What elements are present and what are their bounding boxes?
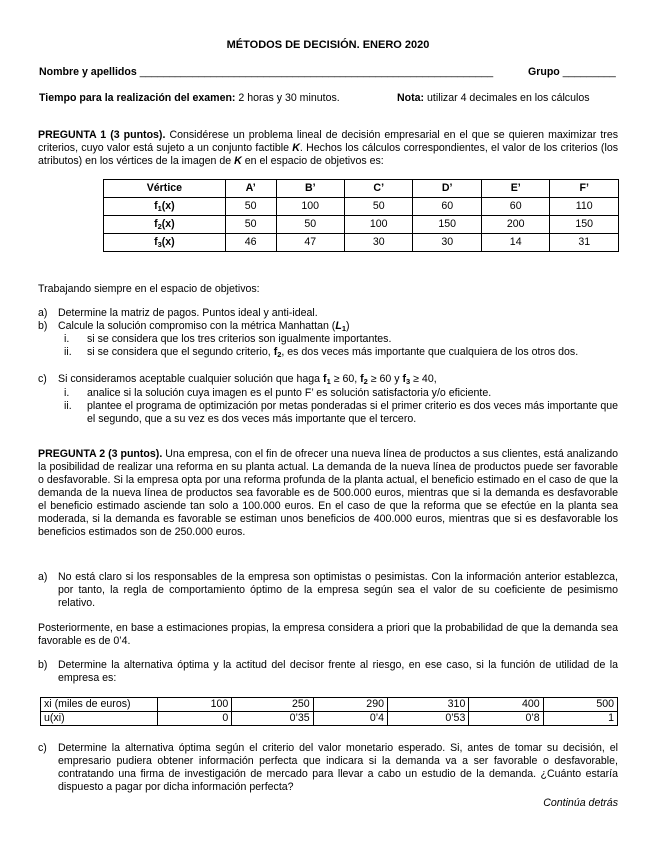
table-header-cell: E’ bbox=[481, 180, 549, 198]
q1-intro bbox=[38, 129, 618, 168]
table-header-cell: A’ bbox=[225, 180, 276, 198]
table-header-cell: F’ bbox=[550, 180, 619, 198]
table-row bbox=[104, 216, 619, 234]
table-cell: 31 bbox=[550, 234, 619, 252]
group-row bbox=[528, 66, 616, 79]
item-label: ii. bbox=[64, 346, 72, 358]
item-text: Determine la matriz de pagos. Puntos ideal y anti-ideal. bbox=[58, 307, 318, 319]
q2-intro-text: Una empresa, con el fin de ofrecer una nueva línea de productos a sus clientes, está analizando la posibilidad de realizar una reforma en su planta actual. La demanda de la nueva línea de productos puede ser favorable o desfavorable. Si la empresa opta por una reforma profunda de la planta actual, el beneficio estimado en el caso de que la demanda de la nueva línea de productos sea favorable es de 500.000 euros, mientras que si la demanda es desfavorable el beneficio estimado asciende tan solo a 100.000 euros. En el caso de que la reforma que se efectúe en la planta sea moderada, si la demanda es favorable se estiman unos beneficios de 400.000 euros, mientras que si es desfavorable los beneficios estimados son de 250.000 euros. bbox=[38, 448, 618, 538]
table-cell: 47 bbox=[276, 234, 344, 252]
table-row bbox=[104, 234, 619, 252]
continue-note: Continúa detrás bbox=[543, 797, 618, 809]
table-cell: 200 bbox=[481, 216, 549, 234]
table-cell: 150 bbox=[550, 216, 619, 234]
item-text: plantee el programa de optimización por metas ponderadas si el primer criterio es dos veces más importante que el segundo, que a su vez es dos veces más importante que el tercero. bbox=[87, 400, 618, 425]
table-cell: 400 bbox=[469, 698, 543, 712]
table-cell: 50 bbox=[344, 198, 412, 216]
item-label: c) bbox=[38, 373, 47, 385]
item-label: a) bbox=[38, 571, 48, 583]
exam-title: MÉTODOS DE DECISIÓN. ENERO 2020 bbox=[226, 39, 430, 51]
table-cell: 30 bbox=[344, 234, 412, 252]
item-label: c) bbox=[38, 742, 47, 754]
table-cell: 0’8 bbox=[469, 712, 543, 726]
table-cell: 1 bbox=[543, 712, 617, 726]
table-cell: 100 bbox=[276, 198, 344, 216]
name-label: Nombre y apellidos bbox=[39, 66, 137, 78]
time-value: 2 horas y 30 minutos. bbox=[238, 92, 340, 104]
table-cell: 0’4 bbox=[313, 712, 387, 726]
q1-set-k: K bbox=[292, 142, 300, 154]
table-cell: 50 bbox=[225, 216, 276, 234]
item-label: a) bbox=[38, 307, 48, 319]
table-cell: 310 bbox=[387, 698, 468, 712]
name-row bbox=[39, 66, 493, 79]
q1-intro-text-a: Considérese un problema lineal de decisión empresarial en el que se quieren maximizar tres criterios, cuyo valor está sujeto a un conjunto factible bbox=[38, 129, 619, 154]
q1-intro-text-b: . Hechos los cálculos correspondientes, el valor de los criterios (los atributos) en los vértices de la imagen de bbox=[38, 142, 619, 167]
table-header-cell: B’ bbox=[276, 180, 344, 198]
item-label: b) bbox=[38, 659, 48, 671]
item-label: b) bbox=[38, 320, 48, 332]
q2-intro bbox=[38, 448, 618, 539]
table-cell: 500 bbox=[543, 698, 617, 712]
q1-intro-text-c: en el espacio de objetivos es: bbox=[244, 155, 384, 167]
note-row bbox=[397, 92, 590, 105]
item-text: No está claro si los responsables de la empresa son optimistas o pesimistas. Con la información anterior establezca, por tanto, la regla de comportamiento óptimo de la empresa según sea el valor de su coeficiente de pesimismo relativo. bbox=[58, 571, 618, 609]
table-cell: 0’35 bbox=[232, 712, 313, 726]
row-label-f1: $f_1(x)$ bbox=[104, 198, 226, 216]
group-label: Grupo bbox=[528, 66, 560, 78]
note-value: utilizar 4 decimales en los cálculos bbox=[427, 92, 590, 104]
q1-payoff-table bbox=[103, 179, 619, 252]
table-cell: 50 bbox=[276, 216, 344, 234]
table-header-cell: Vértice bbox=[104, 180, 226, 198]
group-line[interactable]: _________ bbox=[562, 66, 616, 78]
table-row-label: xi (miles de euros) bbox=[41, 698, 158, 712]
item-text: si se considera que los tres criterios son igualmente importantes. bbox=[87, 333, 392, 345]
note-label: Nota: bbox=[397, 92, 425, 104]
q1-set-k-2: K bbox=[234, 155, 242, 167]
item-text: Determine la alternativa óptima según el criterio del valor monetario esperado. Si, antes de tomar su decisión, el empresario pudiera obtener información perfecta que indicara si la demanda va a ser favorable o desfavorable, contratando una firma de investigación de mercado para llevar a cabo un estudio de la demanda. ¿Cuánto estaría dispuesto a pagar por dicha información perfecta? bbox=[58, 742, 618, 793]
q2-later-note: Posteriormente, en base a estimaciones propias, la empresa considera a priori que la probabilidad de que la demanda sea favorable es de 0’4. bbox=[38, 622, 618, 647]
table-cell: 150 bbox=[413, 216, 481, 234]
table-header-cell: C’ bbox=[344, 180, 412, 198]
q2-heading: PREGUNTA 2 (3 puntos). bbox=[38, 448, 163, 460]
table-cell: 46 bbox=[225, 234, 276, 252]
item-label: ii. bbox=[64, 400, 72, 412]
item-text: analice si la solución cuya imagen es el punto F’ es solución satisfactoria y/o eficiente. bbox=[87, 387, 492, 399]
table-cell: 110 bbox=[550, 198, 619, 216]
table-header-cell: D’ bbox=[413, 180, 481, 198]
time-label: Tiempo para la realización del examen: bbox=[39, 92, 236, 104]
item-text: si se considera que el segundo criterio, $f_2$, es dos veces más importante que cualquiera de los otros dos. bbox=[87, 346, 579, 359]
table-cell: 14 bbox=[481, 234, 549, 252]
name-line[interactable]: ____________________________________________________________ bbox=[139, 66, 494, 78]
table-cell: 30 bbox=[413, 234, 481, 252]
table-cell: 250 bbox=[232, 698, 313, 712]
item-text: Determine la alternativa óptima y la actitud del decisor frente al riesgo, en ese caso, si la función de utilidad de la empresa es: bbox=[58, 659, 618, 684]
table-cell: 60 bbox=[481, 198, 549, 216]
table-row bbox=[41, 698, 618, 712]
q1-working-note: Trabajando siempre en el espacio de objetivos: bbox=[38, 283, 260, 295]
q1-heading: PREGUNTA 1 (3 puntos). bbox=[38, 129, 166, 141]
table-row bbox=[41, 712, 618, 726]
table-cell: 290 bbox=[313, 698, 387, 712]
item-text: Calcule la solución compromiso con la métrica Manhattan $(L_1)$ bbox=[58, 320, 350, 333]
time-row bbox=[39, 92, 340, 105]
table-cell: 0’53 bbox=[387, 712, 468, 726]
item-text: Si consideramos aceptable cualquier solución que haga $f_1 \ge 60$, $f_2 \ge 60$ y $f_3 \ge 40$, bbox=[58, 373, 437, 386]
q2-utility-table bbox=[40, 697, 618, 726]
table-cell: 60 bbox=[413, 198, 481, 216]
row-label-f3: $f_3(x)$ bbox=[104, 234, 226, 252]
table-cell: 0 bbox=[158, 712, 232, 726]
table-cell: 100 bbox=[158, 698, 232, 712]
table-row-label: u(xi) bbox=[41, 712, 158, 726]
item-label: i. bbox=[64, 333, 70, 345]
table-header-row bbox=[104, 180, 619, 198]
row-label-f2: $f_2(x)$ bbox=[104, 216, 226, 234]
table-cell: 50 bbox=[225, 198, 276, 216]
table-cell: 100 bbox=[344, 216, 412, 234]
item-label: i. bbox=[64, 387, 70, 399]
table-row bbox=[104, 198, 619, 216]
